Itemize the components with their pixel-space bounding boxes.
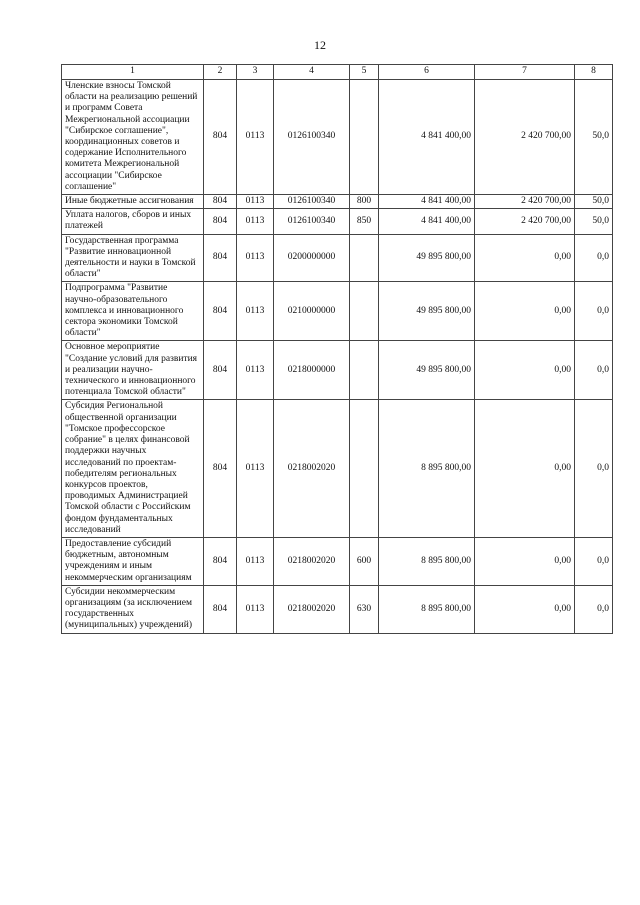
table-row: [62, 341, 613, 400]
row-fact: 0,00: [475, 400, 575, 537]
row-name: Субсидия Региональной общественной организации "Томское профессорское собрание" в целях финансовой поддержки научных исследований по проектам-победителям региональных конкурсов проектов, проводимых Администрацией Томской области с Российским фондом фундаментальных исследований: [62, 400, 204, 537]
row-grbs: 804: [204, 209, 237, 234]
row-grbs: 804: [204, 282, 237, 341]
column-header: 6: [379, 65, 475, 80]
row-percent: 50,0: [575, 80, 613, 195]
column-header: 1: [62, 65, 204, 80]
row-fact: 2 420 700,00: [475, 209, 575, 234]
row-fact: 0,00: [475, 282, 575, 341]
row-plan: 8 895 800,00: [379, 400, 475, 537]
row-fact: 0,00: [475, 585, 575, 633]
row-plan: 4 841 400,00: [379, 80, 475, 195]
row-plan: 8 895 800,00: [379, 537, 475, 585]
row-percent: 50,0: [575, 195, 613, 209]
table-row: [62, 400, 613, 537]
column-header: 3: [237, 65, 274, 80]
row-name: Членские взносы Томской области на реализацию решений и программ Совета Межрегиональной ассоциации "Сибирское соглашение", координационных советов и содержание Исполнительного комитета Межрегиональной ассоциации "Сибирское соглашение": [62, 80, 204, 195]
row-grbs: 804: [204, 341, 237, 400]
table-row: [62, 537, 613, 585]
row-grbs: 804: [204, 80, 237, 195]
row-fact: 0,00: [475, 537, 575, 585]
row-name: Субсидии некоммерческим организациям (за исключением государственных (муниципальных) учреждений): [62, 585, 204, 633]
row-section: 0113: [237, 400, 274, 537]
row-target: 0126100340: [274, 80, 350, 195]
row-percent: 0,0: [575, 537, 613, 585]
row-name: Государственная программа "Развитие инновационной деятельности и науки в Томской области": [62, 234, 204, 282]
column-header: 2: [204, 65, 237, 80]
row-grbs: 804: [204, 585, 237, 633]
row-name: Иные бюджетные ассигнования: [62, 195, 204, 209]
row-section: 0113: [237, 234, 274, 282]
row-percent: 0,0: [575, 585, 613, 633]
budget-table: [61, 64, 613, 634]
row-section: 0113: [237, 80, 274, 195]
row-target: 0200000000: [274, 234, 350, 282]
row-plan: 49 895 800,00: [379, 282, 475, 341]
row-plan: 8 895 800,00: [379, 585, 475, 633]
row-section: 0113: [237, 537, 274, 585]
row-name: Основное мероприятие "Создание условий для развития и реализации научно-технического и инновационного потенциала Томской области": [62, 341, 204, 400]
column-header: 4: [274, 65, 350, 80]
row-target: 0218000000: [274, 341, 350, 400]
row-target: 0218002020: [274, 585, 350, 633]
row-fact: 0,00: [475, 341, 575, 400]
table-row: [62, 234, 613, 282]
row-percent: 0,0: [575, 234, 613, 282]
row-name: Подпрограмма "Развитие научно-образовательного комплекса и инновационного сектора экономики Томской области": [62, 282, 204, 341]
table-row: [62, 209, 613, 234]
row-target: 0210000000: [274, 282, 350, 341]
row-section: 0113: [237, 585, 274, 633]
table-row: [62, 282, 613, 341]
row-type: [350, 341, 379, 400]
column-header: 8: [575, 65, 613, 80]
row-percent: 50,0: [575, 209, 613, 234]
table-header-row: [62, 65, 613, 80]
row-type: 600: [350, 537, 379, 585]
table-row: [62, 585, 613, 633]
row-section: 0113: [237, 282, 274, 341]
row-percent: 0,0: [575, 282, 613, 341]
row-percent: 0,0: [575, 400, 613, 537]
row-type: [350, 234, 379, 282]
page-number: 12: [314, 38, 326, 52]
row-section: 0113: [237, 195, 274, 209]
row-type: 850: [350, 209, 379, 234]
row-section: 0113: [237, 341, 274, 400]
row-percent: 0,0: [575, 341, 613, 400]
row-type: [350, 400, 379, 537]
row-grbs: 804: [204, 537, 237, 585]
column-header: 7: [475, 65, 575, 80]
row-target: 0218002020: [274, 537, 350, 585]
row-grbs: 804: [204, 195, 237, 209]
row-target: 0218002020: [274, 400, 350, 537]
row-fact: 0,00: [475, 234, 575, 282]
row-plan: 4 841 400,00: [379, 195, 475, 209]
row-section: 0113: [237, 209, 274, 234]
row-plan: 4 841 400,00: [379, 209, 475, 234]
row-plan: 49 895 800,00: [379, 341, 475, 400]
row-target: 0126100340: [274, 195, 350, 209]
row-type: 630: [350, 585, 379, 633]
row-name: Предоставление субсидий бюджетным, автономным учреждениям и иным некоммерческим организациям: [62, 537, 204, 585]
row-fact: 2 420 700,00: [475, 195, 575, 209]
table-row: [62, 80, 613, 195]
row-name: Уплата налогов, сборов и иных платежей: [62, 209, 204, 234]
row-type: [350, 80, 379, 195]
row-type: [350, 282, 379, 341]
row-grbs: 804: [204, 234, 237, 282]
column-header: 5: [350, 65, 379, 80]
row-target: 0126100340: [274, 209, 350, 234]
table-row: [62, 195, 613, 209]
row-plan: 49 895 800,00: [379, 234, 475, 282]
row-fact: 2 420 700,00: [475, 80, 575, 195]
row-type: 800: [350, 195, 379, 209]
row-grbs: 804: [204, 400, 237, 537]
